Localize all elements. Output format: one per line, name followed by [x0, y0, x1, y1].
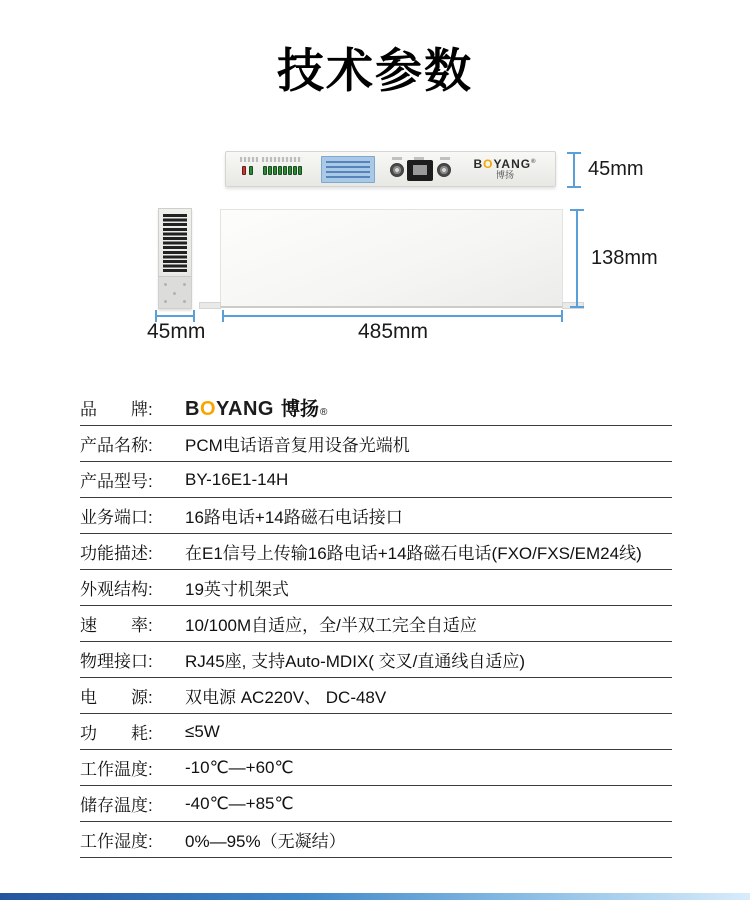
dimension-label-body-depth: 45mm — [147, 320, 206, 343]
table-row — [80, 498, 672, 534]
row-label: 功 耗: — [80, 724, 153, 743]
row-value: 16路电话+14路磁石电话接口 — [185, 508, 403, 527]
device-top-panel — [220, 209, 563, 308]
table-row — [80, 822, 672, 858]
table-row — [80, 714, 672, 750]
row-label: 产品型号: — [80, 472, 153, 491]
table-row — [80, 534, 672, 570]
row-label: 储存温度: — [80, 796, 153, 815]
mounting-plate — [159, 276, 191, 308]
power-led-icon — [242, 166, 246, 175]
row-label: 工作温度: — [80, 760, 153, 779]
page-title: 技术参数 — [277, 44, 473, 97]
lcd-info-label — [321, 156, 375, 183]
rj45-port-icon — [407, 160, 433, 181]
dimension-line-body-height — [570, 209, 584, 308]
row-value: 在E1信号上传输16路电话+14路磁石电话(FXO/FXS/EM24线) — [185, 544, 642, 563]
table-row — [80, 426, 672, 462]
brand-logo-text: BOYANG 博扬 ® — [185, 398, 328, 420]
row-value: -40℃—+85℃ — [185, 793, 294, 813]
row-label: 功能描述: — [80, 544, 153, 563]
panel-silkscreen-text — [240, 157, 258, 162]
row-value: 0%—95%（无凝结） — [185, 832, 346, 851]
row-value: -10℃—+60℃ — [185, 757, 294, 777]
specs-table — [80, 390, 672, 858]
device-side-panel — [158, 208, 192, 309]
row-value: RJ45座, 支持Auto-MDIX( 交叉/直通线自适应) — [185, 652, 526, 671]
table-row — [80, 678, 672, 714]
row-value: 10/100M自适应，全/半双工完全自适应 — [185, 616, 477, 635]
row-label: 工作湿度: — [80, 832, 153, 851]
row-label: 物理接口: — [80, 652, 153, 671]
row-label: 业务端口: — [80, 508, 153, 527]
dimension-label-body-height: 138mm — [591, 247, 658, 269]
row-value: ≤5W — [185, 721, 220, 741]
bnc-connector-icon — [390, 163, 404, 177]
channel-led-cluster — [263, 166, 302, 175]
device-front-panel — [225, 151, 556, 187]
table-row — [80, 750, 672, 786]
row-label: 外观结构: — [80, 580, 153, 599]
table-row-brand — [80, 390, 672, 426]
bnc-connector-icon — [437, 163, 451, 177]
footer-accent-bar — [0, 893, 750, 900]
row-label: 速 率: — [80, 616, 153, 635]
row-value: 19英寸机架式 — [185, 580, 289, 599]
brand-logo: BOYANG® 博扬 — [473, 157, 537, 180]
mounting-ear — [199, 302, 221, 309]
row-value: BY-16E1-14H — [185, 469, 289, 489]
table-row — [80, 786, 672, 822]
row-label: 品 牌: — [80, 400, 153, 419]
row-label: 产品名称: — [80, 436, 153, 455]
status-led-icon — [249, 166, 253, 175]
dimension-line-panel-height — [567, 152, 581, 188]
table-row — [80, 570, 672, 606]
dimension-label-body-width: 485mm — [357, 320, 429, 343]
row-value: PCM电话语音复用设备光端机 — [185, 436, 410, 455]
connector-label — [392, 157, 402, 160]
row-value: 双电源 AC220V、 DC-48V — [185, 688, 387, 707]
vent-grille — [163, 214, 187, 274]
table-row — [80, 606, 672, 642]
panel-silkscreen-text — [262, 157, 302, 162]
table-row — [80, 462, 672, 498]
table-row — [80, 642, 672, 678]
dimension-label-panel-height: 45mm — [588, 158, 644, 180]
connector-label — [440, 157, 450, 160]
row-label: 电 源: — [80, 688, 153, 707]
